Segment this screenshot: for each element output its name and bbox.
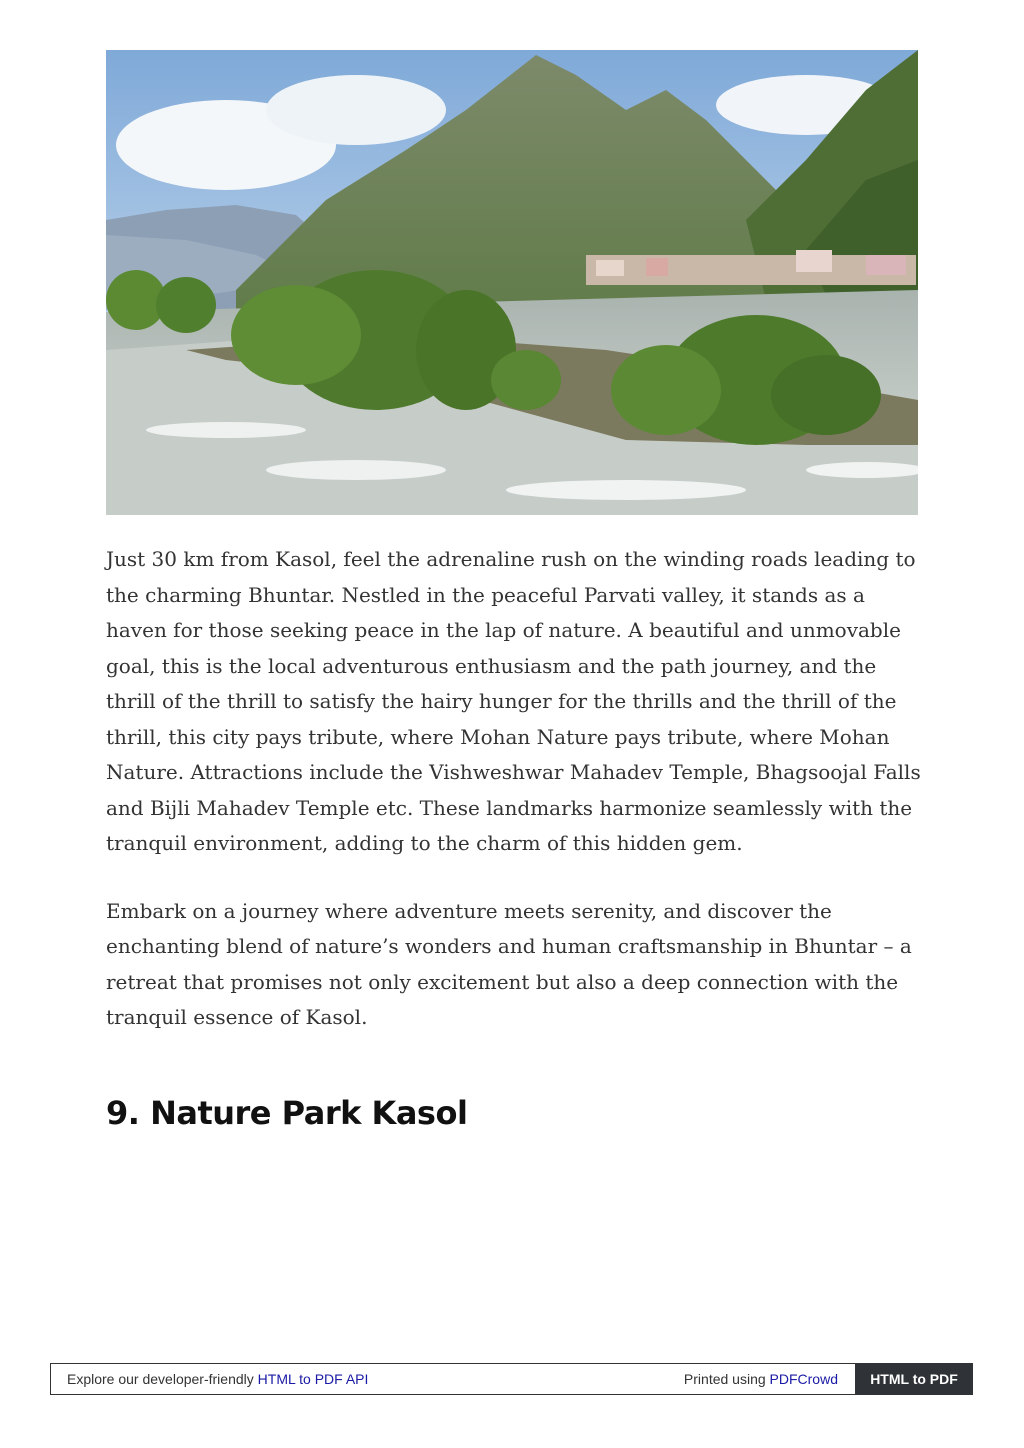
footer-printed-using	[684, 1371, 838, 1387]
article-body	[106, 542, 922, 1068]
html-to-pdf-api-link[interactable]: HTML to PDF API	[257, 1371, 369, 1387]
paragraph-bhuntar-retreat: Embark on a journey where adventure meets serenity, and discover the enchanting blend of nature’s wonders and human craftsmanship in Bhuntar – a retreat that promises not only excitement but also a deep connection with the tranquil essence of Kasol.	[106, 898, 912, 1029]
footer-promo-text: Explore our developer-friendly	[67, 1371, 258, 1387]
river-valley-photo	[106, 50, 918, 515]
html-to-pdf-button[interactable]: HTML to PDF	[855, 1363, 973, 1395]
pdfcrowd-link[interactable]: PDFCrowd	[769, 1371, 838, 1387]
footer-promo	[67, 1371, 368, 1387]
footer-printed-text: Printed using	[683, 1371, 770, 1387]
pdf-footer-bar	[50, 1363, 973, 1395]
paragraph-bhuntar-intro: Just 30 km from Kasol, feel the adrenaline rush on the winding roads leading to the charming Bhuntar. Nestled in the peaceful Parvati valley, it stands as a haven for those seeking peace in the lap of nature. A beautiful and unmovable goal, this is the local adventurous enthusiasm and the path journey, and the thrill of the thrill to satisfy the hairy hunger for the thrills and the thrill of the thrill, this city pays tribute, where Mohan Nature pays tribute, where Mohan Nature. Attractions include the Vishweshwar Mahadev Temple, Bhagsoojal Falls and Bijli Mahadev Temple etc. These landmarks harmonize seamlessly with the tranquil environment, adding to the charm of this hidden gem.	[106, 547, 921, 855]
section-heading: 9. Nature Park Kasol	[106, 1094, 468, 1132]
